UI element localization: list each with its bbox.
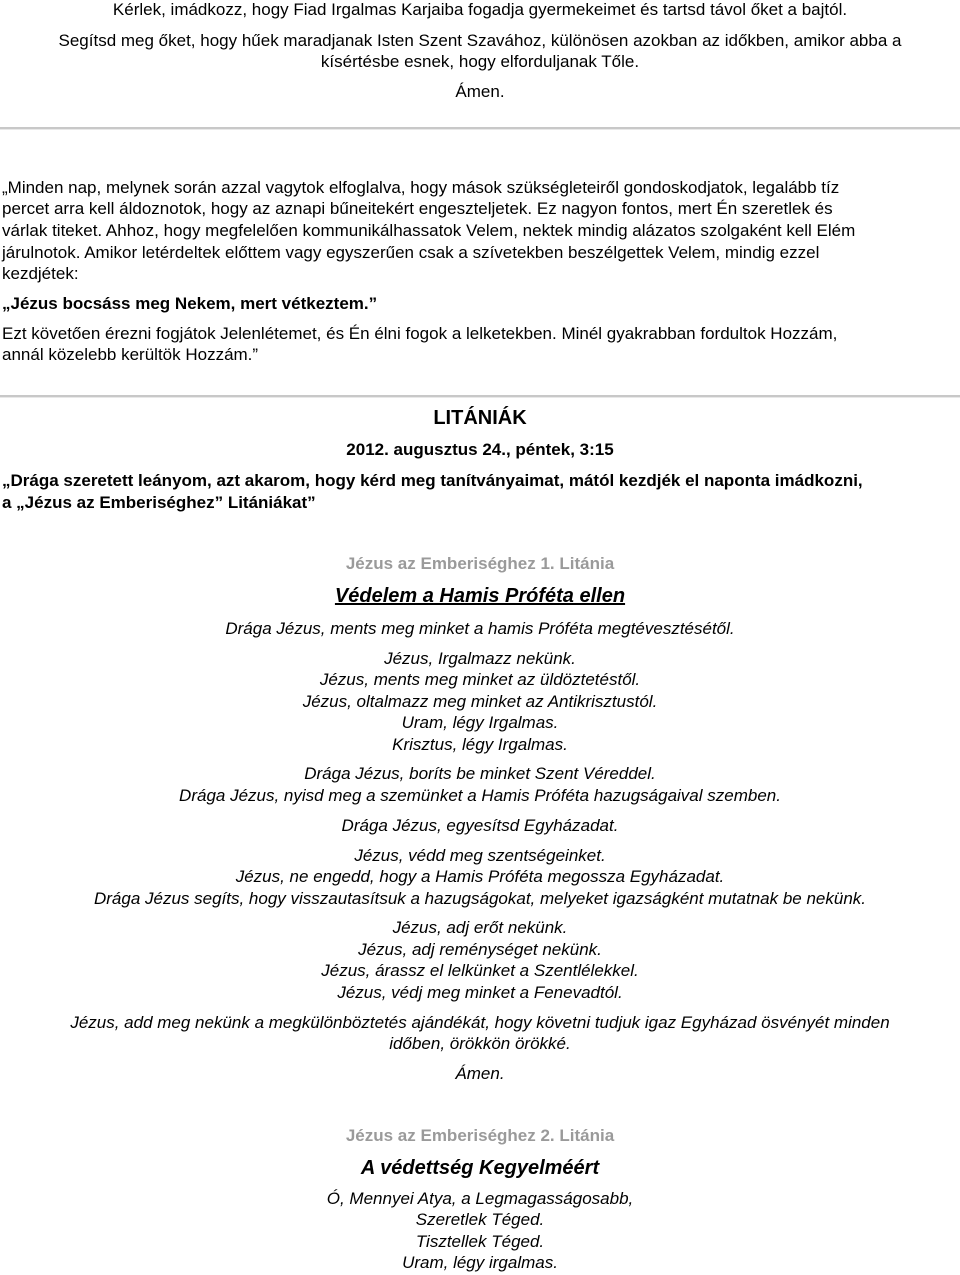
intro-line-2: Segítsd meg őket, hogy hűek maradjanak Isten Szent Szavához, különösen azokban az időkben, amikor abba a: [58, 31, 902, 50]
message-line-2: percet arra kell áldoznotok, hogy az aznapi bűneitekért engeszteljetek. Ez nagyon fontos, mert Én szeretlek és: [2, 199, 833, 218]
litanies-intro-line-2: a „Jézus az Emberiséghez” Litániákat”: [2, 493, 316, 512]
message-line-5: kezdjétek:: [2, 264, 79, 283]
intro-line-3: kísértésbe esnek, hogy elforduljanak Tőle.: [320, 52, 640, 71]
litany-1-line: Drága Jézus, boríts be minket Szent Véreddel.: [304, 764, 656, 783]
litany-1-line: Jézus, árassz el lelkünket a Szentlélekkel.: [321, 961, 639, 980]
litany-1-line: Drága Jézus, ments meg minket a hamis Próféta megtévesztésétől.: [225, 619, 735, 638]
litany-1-line: Drága Jézus segíts, hogy visszautasítsuk a hazugságokat, melyeket igazságként mutatnak be nekünk.: [93, 889, 867, 908]
litany-1-line: Jézus, add meg nekünk a megkülönböztetés ajándékát, hogy követni tudjuk igaz Egyházad ösvényét minden: [70, 1013, 890, 1032]
litany-2-line: Szeretlek Téged.: [415, 1210, 545, 1229]
litany-1-line: Jézus, oltalmazz meg minket az Antikrisztustól.: [302, 692, 658, 711]
litany-1-line: Jézus, Irgalmazz nekünk.: [384, 649, 576, 668]
message-line-3: várlak titeket. Ahhoz, hogy megfelelően kommunikálhassatok Velem, nektek mindig alázatos szolgaként kell Elém: [2, 221, 856, 240]
message-line-1: „Minden nap, melynek során azzal vagytok elfoglalva, hogy mások szükségleteiről gondoskodjatok, legalább tíz: [2, 178, 840, 197]
litany-1-line: Jézus, védd meg szentségeinket.: [354, 846, 606, 865]
litany-1-amen: Ámen.: [455, 1064, 505, 1083]
litany-1-line: Krisztus, légy Irgalmas.: [392, 735, 568, 754]
litany-1-title: Védelem a Hamis Próféta ellen: [334, 585, 626, 607]
litany-2-line: Tisztellek Téged.: [415, 1232, 545, 1251]
litany-1-line: Drága Jézus, nyisd meg a szemünket a Hamis Próféta hazugságaival szemben.: [179, 786, 781, 805]
litany-1-line: Uram, légy Irgalmas.: [401, 713, 559, 732]
litany-1-line: időben, örökkön örökké.: [389, 1034, 571, 1053]
litany-1-line: Jézus, védj meg minket a Fenevadtól.: [337, 983, 623, 1002]
litany-2-line: Ó, Mennyei Atya, a Legmagasságosabb,: [326, 1189, 634, 1208]
litany-1-line: Jézus, ne engedd, hogy a Hamis Próféta megossza Egyházadat.: [235, 867, 725, 886]
litany-1-line: Jézus, adj erőt nekünk.: [392, 918, 568, 937]
litany-2-title: A védettség Kegyelméért: [360, 1157, 600, 1179]
message-line-6: Ezt követően érezni fogjátok Jelenlétemet, és Én élni fogok a lelketekben. Minél gyakrabban fordultok Hozzám,: [2, 324, 838, 343]
litanies-date: 2012. augusztus 24., péntek, 3:15: [346, 440, 614, 459]
message-line-7: annál közelebb kerültök Hozzám.”: [2, 345, 259, 364]
litany-1-line: Drága Jézus, egyesítsd Egyházadat.: [341, 816, 619, 835]
litany-1-label: Jézus az Emberiséghez 1. Litánia: [345, 554, 615, 573]
litanies-intro-line-1: „Drága szeretett leányom, azt akarom, hogy kérd meg tanítványaimat, mától kezdjék el naponta imádkozni,: [2, 471, 863, 490]
litany-2-label: Jézus az Emberiséghez 2. Litánia: [345, 1126, 615, 1145]
message-prayer: „Jézus bocsáss meg Nekem, mert vétkeztem.”: [2, 294, 378, 313]
litanies-heading: LITÁNIÁK: [433, 407, 527, 429]
litany-1-line: Jézus, ments meg minket az üldöztetéstől.: [319, 670, 641, 689]
section-divider: [0, 395, 960, 398]
intro-line-1: Kérlek, imádkozz, hogy Fiad Irgalmas Karjaiba fogadja gyermekeimet és tartsd távol őket a bajtól.: [112, 0, 848, 19]
message-line-4: járulnotok. Amikor letérdeltek előttem vagy egyszerűen csak a szívetekben beszélgettek Velem, mindig ezzel: [2, 243, 820, 262]
litany-2-line: Uram, légy irgalmas.: [402, 1253, 558, 1272]
section-divider: [0, 127, 960, 130]
litany-1-line: Jézus, adj reménységet nekünk.: [358, 940, 602, 959]
intro-amen: Ámen.: [455, 82, 505, 101]
